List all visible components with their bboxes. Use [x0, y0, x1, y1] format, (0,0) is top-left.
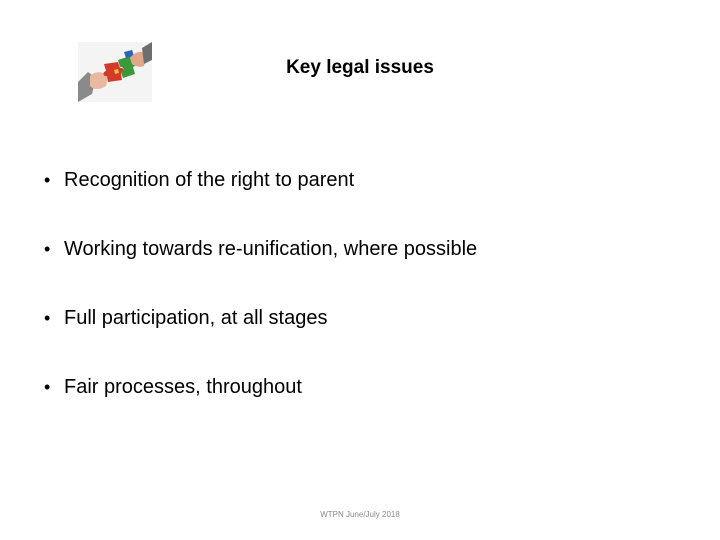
bullet-text: Working towards re-unification, where possible — [64, 238, 478, 260]
bullet-marker: • — [44, 239, 51, 259]
bullet-marker: • — [44, 170, 51, 190]
bullet-marker: • — [44, 308, 51, 328]
list-item — [44, 166, 477, 194]
list-item — [44, 373, 477, 401]
bullet-text: Full participation, at all stages — [64, 307, 328, 329]
slide-footer: WTPN June/July 2018 — [320, 510, 400, 519]
slide-title: Key legal issues — [286, 57, 434, 78]
list-item — [44, 235, 477, 263]
bullet-text: Recognition of the right to parent — [64, 169, 355, 191]
bullet-marker: • — [44, 377, 51, 397]
list-item — [44, 304, 477, 332]
bullet-list — [44, 166, 477, 442]
bullet-text: Fair processes, throughout — [64, 376, 302, 398]
puzzle-hands-icon — [78, 42, 152, 102]
